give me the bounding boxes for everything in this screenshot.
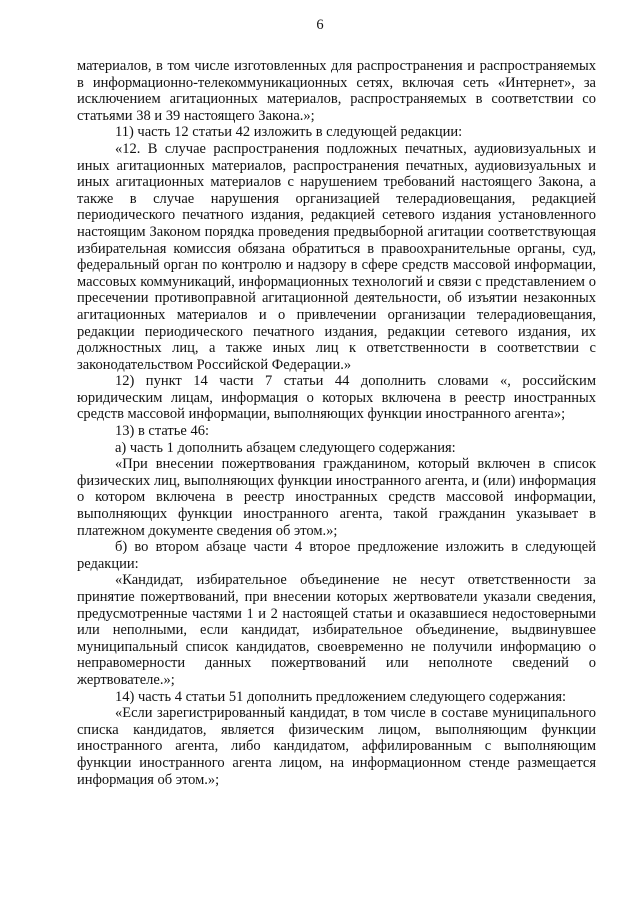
page-number: 6 bbox=[316, 17, 324, 33]
paragraph-item-13: 13) в статье 46: bbox=[115, 423, 209, 440]
paragraph-item-13b: б) во втором абзаце части 4 второе предложение изложить в следующей редакции: bbox=[77, 539, 596, 572]
paragraph-item-14: 14) часть 4 статьи 51 дополнить предложением следующего содержания: bbox=[115, 688, 567, 705]
paragraph-quote-12: «12. В случае распространения подложных печатных, аудиовизуальных и иных агитационных материалов, распространения печатных, аудиовизуальных и иных агитационных материалов с нарушением требований настоящего Закона, а также в случае нарушения организацией телерадиовещания, редакцией периодического печатного издания, редакцией сетевого издания установленного настоящим Законом порядка проведения предвыборной агитации соответствующая избирательная комиссия обязана обратиться в правоохранительные органы, суд, федеральный орган по контролю и надзору в сфере средств массовой информации, массовых коммуникаций, информационных технологий и связи с представлением о пресечении противоправной агитационной деятельности, об изъятии незаконных агитационных материалов и о привлечении организации телерадиовещания, редакции периодического печатного издания, редакции сетевого издания, их должностных лиц, а также иных лиц к ответственности в соответствии с законодательством Российской Федерации.» bbox=[77, 140, 596, 373]
paragraph-continuation: материалов, в том числе изготовленных для распространения и распространяемых в информационно-телекоммуникационных сетях, включая сеть «Интернет», за исключением агитационных материалов, распространяемых в соответствии со статьями 38 и 39 настоящего Закона.»; bbox=[77, 58, 596, 124]
paragraph-item-11: 11) часть 12 статьи 42 изложить в следующей редакции: bbox=[115, 124, 463, 141]
paragraph-quote-13b: «Кандидат, избирательное объединение не несут ответственности за принятие пожертвований, при внесении которых жертвователи указали сведения, предусмотренные частями 1 и 2 настоящей статьи и оказавшиеся недостоверными или неполными, если кандидат, избирательное объединение, выдвинувшее муниципальный список кандидатов, своевременно не получили информацию о неправомерности данных пожертвований или неполноте сведений о жертвователе.»; bbox=[77, 572, 596, 688]
paragraph-quote-14: «Если зарегистрированный кандидат, в том числе в составе муниципального списка кандидатов, является физическим лицом, выполняющим функции иностранного агента, либо кандидатом, аффилированным с выполняющим функции иностранного агента лицом, на информационном стенде размещается информация об этом.»; bbox=[77, 705, 596, 788]
paragraph-item-13a: а) часть 1 дополнить абзацем следующего содержания: bbox=[115, 439, 456, 456]
document-body bbox=[77, 58, 596, 788]
paragraph-item-12: 12) пункт 14 части 7 статьи 44 дополнить словами «, российским юридическим лицам, информация о которых включена в реестр иностранных средств массовой информации, выполняющих функции иностранного агента»; bbox=[77, 373, 596, 423]
paragraph-quote-13a: «При внесении пожертвования гражданином, который включен в список физических лиц, выполняющих функции иностранного агента, и (или) информация о котором включена в реестр иностранных средств массовой информации, выполняющих функции иностранного агента, такой гражданин указывает в платежном документе сведения об этом.»; bbox=[77, 456, 596, 539]
